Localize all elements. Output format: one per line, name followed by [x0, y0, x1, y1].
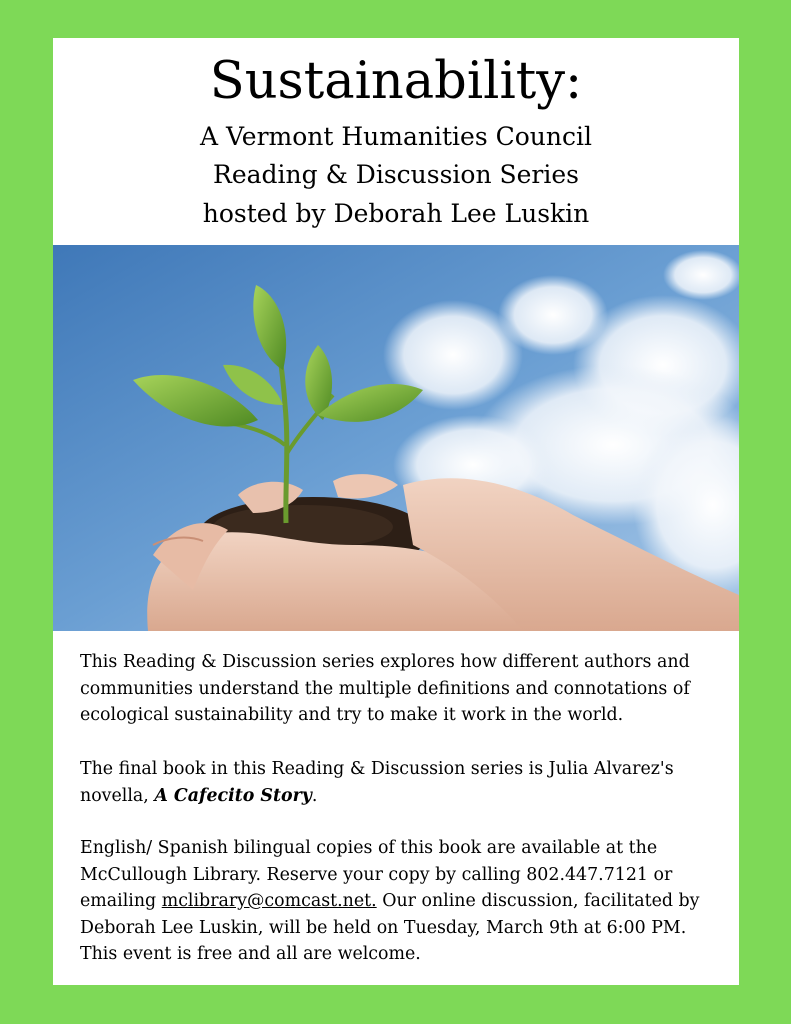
event-line: McCullough Library. Reserve your copy by calling 802.447.7121 or — [80, 864, 673, 885]
event-line: Deborah Lee Luskin, will be held on Tuesday, March 9th at 6:00 PM. — [80, 917, 687, 938]
book-prefix: novella, — [80, 785, 155, 806]
description-line: This Reading & Discussion series explores how different authors and — [80, 652, 690, 672]
book-line: The final book in this Reading & Discussion series is Julia Alvarez's — [80, 759, 674, 779]
book-suffix: . — [311, 785, 318, 806]
subtitle-council: A Vermont Humanities Council — [200, 122, 592, 151]
subtitle-series: Reading & Discussion Series — [213, 160, 579, 189]
poster-title: Sustainability: — [209, 52, 583, 111]
event-line: This event is free and all are welcome. — [80, 944, 421, 964]
description-line: ecological sustainability and try to make it work in the world. — [80, 705, 624, 725]
event-line — [80, 888, 730, 915]
description-line: communities understand the multiple definitions and connotations of — [80, 678, 690, 699]
seedling-in-hands-photo — [53, 245, 739, 631]
description-paragraph — [80, 649, 730, 729]
email-prefix: emailing — [80, 891, 162, 911]
book-paragraph — [80, 756, 730, 809]
email-suffix: Our online discussion, facilitated by — [376, 891, 700, 911]
book-title: A Cafecito Story — [154, 785, 312, 806]
book-line — [80, 783, 730, 810]
poster-page — [53, 38, 739, 985]
event-line: English/ Spanish bilingual copies of this book are available at the — [80, 838, 658, 858]
subtitle-host: hosted by Deborah Lee Luskin — [202, 199, 590, 228]
event-paragraph — [80, 835, 730, 968]
email-link[interactable]: mclibrary@comcast.net. — [161, 891, 377, 911]
